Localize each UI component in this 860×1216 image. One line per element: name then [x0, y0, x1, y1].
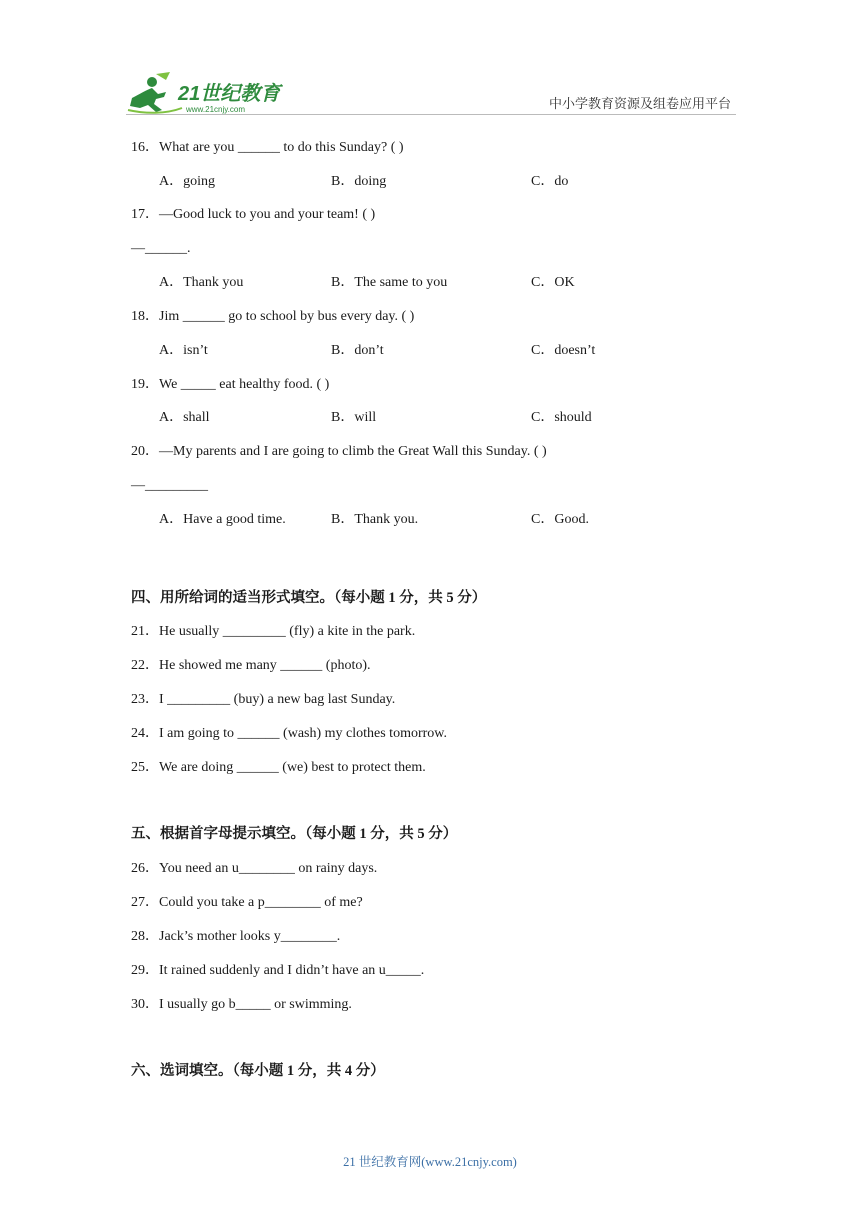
question-19-stem: 19．We _____ eat healthy food. ( ) — [131, 377, 330, 392]
section-4-title: 四、用所给词的适当形式填空。（每小题 1 分，共 5 分） — [131, 590, 487, 606]
platform-name: 中小学教育资源及组卷应用平台 — [549, 96, 732, 111]
question-21: 21．He usually _________ (fly) a kite in the park. — [131, 624, 416, 639]
question-19-option-c: C．should — [531, 410, 592, 425]
logo-text: 21世纪教育 — [178, 83, 281, 105]
question-20-stem: 20．—My parents and I are going to climb the Great Wall this Sunday. ( ) — [131, 444, 547, 459]
question-24: 24．I am going to ______ (wash) my clothes tomorrow. — [131, 726, 447, 741]
section-5-title: 五、根据首字母提示填空。（每小题 1 分，共 5 分） — [131, 826, 458, 842]
question-16-option-b: B．doing — [331, 174, 387, 189]
question-16-option-a: A．going — [159, 174, 215, 189]
running-man-logo-icon — [126, 70, 316, 116]
question-18-stem: 18．Jim ______ go to school by bus every day. ( ) — [131, 309, 415, 324]
question-16-option-c: C．do — [531, 174, 569, 189]
question-19-option-b: B．will — [331, 410, 377, 425]
question-23: 23．I _________ (buy) a new bag last Sunday. — [131, 692, 396, 707]
question-28: 28．Jack’s mother looks y________. — [131, 929, 341, 944]
header-divider — [126, 114, 736, 115]
question-26: 26．You need an u________ on rainy days. — [131, 861, 378, 876]
question-18-option-b: B．don’t — [331, 343, 384, 358]
question-27: 27．Could you take a p________ of me? — [131, 895, 363, 910]
question-22: 22．He showed me many ______ (photo). — [131, 658, 371, 673]
question-18-option-a: A．isn’t — [159, 343, 208, 358]
question-20-option-b: B．Thank you. — [331, 512, 419, 527]
question-20-answer-line: —_________ — [131, 478, 208, 493]
section-6-title: 六、选词填空。（每小题 1 分，共 4 分） — [131, 1063, 385, 1079]
question-17-option-c: C．OK — [531, 275, 575, 290]
footer-link[interactable]: 21 世纪教育网(www.21cnjy.com) — [343, 1155, 517, 1169]
question-20-option-c: C．Good. — [531, 512, 589, 527]
logo-subtext: www.21cnjy.com — [186, 105, 245, 114]
question-16-stem: 16．What are you ______ to do this Sunday? ( ) — [131, 140, 404, 155]
question-17-option-b: B．The same to you — [331, 275, 448, 290]
question-17-option-a: A．Thank you — [159, 275, 244, 290]
question-30: 30．I usually go b_____ or swimming. — [131, 997, 352, 1012]
question-20-option-a: A．Have a good time. — [159, 512, 286, 527]
question-17-answer-line: —______. — [131, 241, 191, 256]
question-29: 29．It rained suddenly and I didn’t have an u_____. — [131, 963, 425, 978]
question-17-stem: 17．—Good luck to you and your team! ( ) — [131, 207, 376, 222]
site-logo — [126, 70, 316, 116]
question-18-option-c: C．doesn’t — [531, 343, 596, 358]
question-19-option-a: A．shall — [159, 410, 210, 425]
question-25: 25．We are doing ______ (we) best to protect them. — [131, 760, 426, 775]
